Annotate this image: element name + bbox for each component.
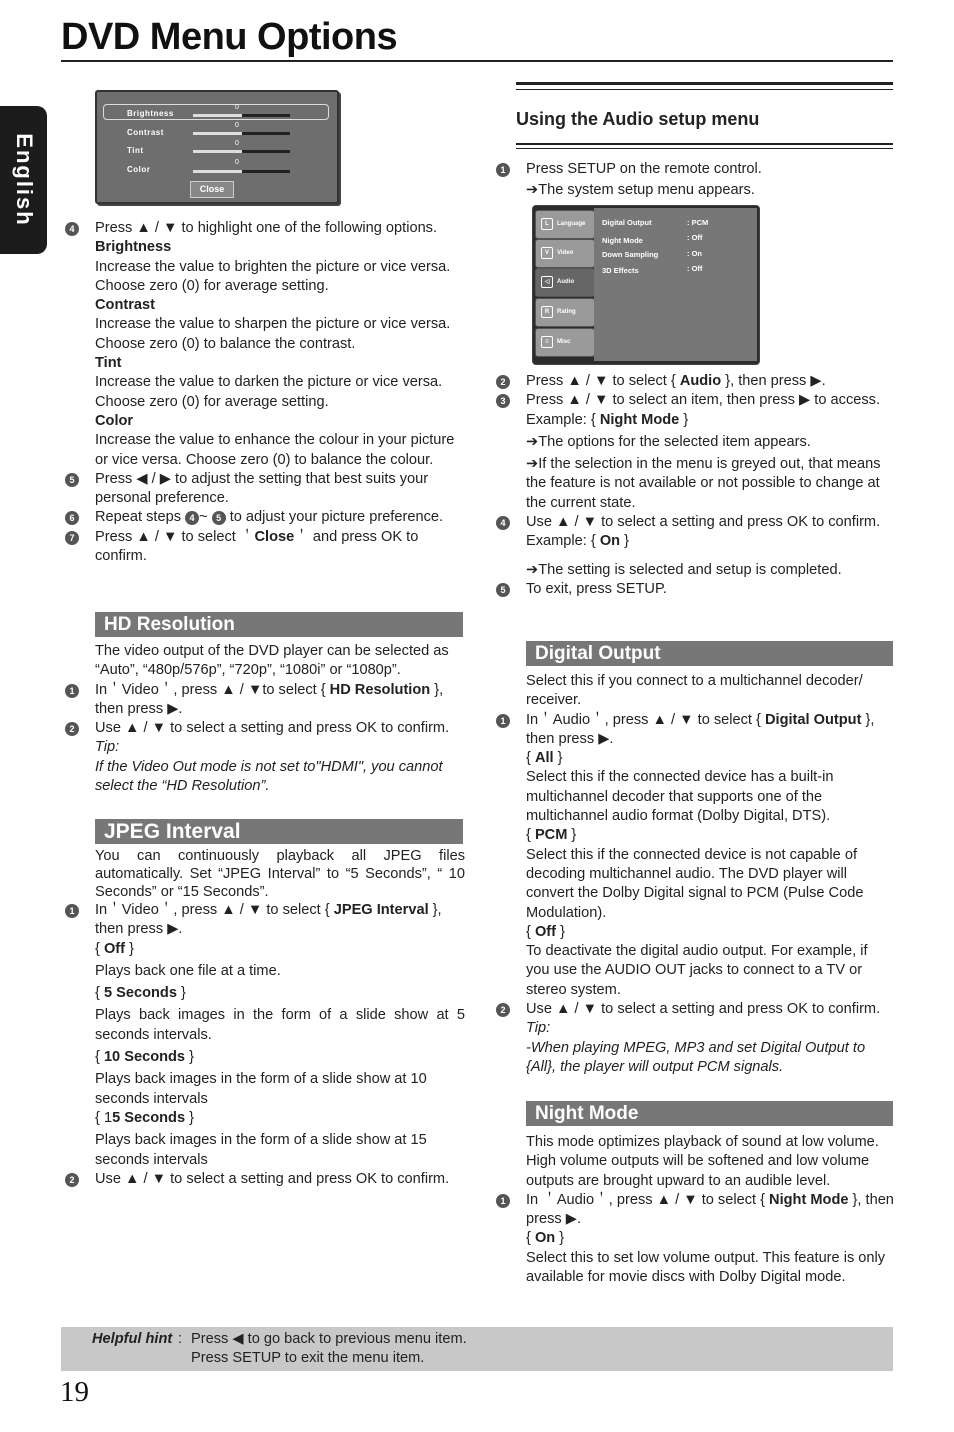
step-6 [69, 508, 465, 527]
step-text: Use ▲ / ▼ to select a setting and press OK to confirm. [95, 720, 450, 737]
option-desc: Plays back images in the form of a slide show at 15 seconds intervals [95, 1132, 427, 1168]
option-desc: Plays back one file at a time. [95, 962, 281, 979]
section-rule [516, 148, 893, 149]
step-text: }, then press ▶. [721, 373, 826, 389]
section-rule [516, 89, 893, 90]
example [526, 532, 894, 551]
hd-resolution-heading: HD Resolution [95, 612, 463, 637]
color-value: 0 [235, 159, 239, 166]
step-text: Close [254, 528, 295, 545]
step-number: 4 [65, 222, 79, 236]
helpful-hint-bar [61, 1327, 893, 1371]
step-text: In＇Video＇, press ▲ / ▼ to select { [95, 902, 334, 918]
step-1 [500, 711, 894, 750]
step-4 [69, 219, 465, 238]
example-value: On [599, 533, 621, 550]
contrast-slider[interactable] [193, 132, 290, 135]
step-number: 2 [65, 722, 79, 736]
step-text: In＇Audio＇, press ▲ / ▼ to select { [526, 711, 765, 728]
step-number: 5 [65, 473, 79, 487]
color-desc: Increase the value to enhance the colour in your picture or vice versa. Choose zero (0) to balance the colour. [95, 432, 455, 468]
step-ref: 5 [212, 511, 226, 525]
step-number: 1 [496, 714, 510, 728]
contrast-desc: Increase the value to sharpen the picture or vice versa. Choose zero (0) to balance the contrast. [95, 316, 451, 352]
video-icon: V [541, 247, 553, 259]
step-1 [500, 1191, 894, 1230]
step-text: Press ▲ / ▼ to highlight one of the following options. [95, 220, 438, 236]
step-text: In ＇Audio＇, press ▲ / ▼ to select { [526, 1191, 770, 1208]
step-number: 1 [65, 904, 79, 918]
digital-intro: Select this if you connect to a multichannel decoder/ receiver. [526, 673, 863, 709]
tip-label: Tip: [95, 739, 120, 756]
step-text: Audio [679, 373, 722, 389]
brightness-value: 0 [235, 104, 239, 111]
example-text: } [679, 411, 689, 428]
page-number: 19 [60, 1376, 89, 1408]
night-mode-heading: Night Mode [526, 1101, 893, 1126]
tab-audio[interactable] [535, 268, 595, 297]
option-value: 5 Seconds [112, 1109, 186, 1126]
audio-setup-menu [532, 205, 760, 365]
contrast-value: 0 [235, 122, 239, 129]
section-rule [516, 143, 893, 145]
section-rule [516, 82, 893, 85]
hd-intro: The video output of the DVD player can be selected as “Auto”, “480p/576p”, “720p”, “1080i” or “1080p”. [95, 643, 449, 679]
step-number: 1 [496, 1194, 510, 1208]
close-button[interactable]: Close [190, 181, 234, 198]
tab-label: Audio [557, 279, 574, 285]
option-desc: Select this if the connected device has a built-in multichannel decoder that supports one of the multichannel audio format (Dolby Digital, DTS). [526, 769, 834, 825]
audio-setup-heading: Using the Audio setup menu [516, 109, 760, 129]
step-2 [500, 1000, 894, 1019]
step-number: 2 [496, 375, 510, 389]
step-5 [500, 580, 894, 599]
brightness-slider[interactable] [193, 114, 290, 117]
step-number: 7 [65, 531, 79, 545]
speaker-icon: ◁ [541, 276, 553, 288]
tip-text: -When playing MPEG, MP3 and set Digital Output to {All}, the player will output PCM signals. [526, 1039, 866, 1075]
option-name: { On } [526, 1230, 565, 1247]
step-7 [69, 528, 465, 567]
step-2 [69, 719, 465, 738]
color-slider[interactable] [193, 170, 290, 173]
example [526, 411, 894, 430]
step-text: }, then press ▶. [526, 1191, 894, 1228]
jpeg-intro: You can continuously playback all JPEG files automatically. Set “JPEG Interval” to “5 Seconds”, “ 10 Seconds” or “15 Seconds”. [95, 848, 465, 900]
night-intro: This mode optimizes playback of sound at low volume. High volume outputs will be softened and low volume outputs are brought upward to an audible level. [526, 1134, 879, 1189]
tab-video[interactable] [535, 239, 595, 268]
night-mode-section [500, 1133, 894, 1287]
setting-value: : On [687, 249, 702, 258]
hint-colon: : [178, 1331, 183, 1347]
step-result: ➔If the selection in the menu is greyed out, that means the feature is not available or not possible to change at the current state. [526, 456, 881, 511]
option-desc: To deactivate the digital audio output. For example, if you use the AUDIO OUT jacks to connect to a TV or stereo system. [526, 943, 868, 998]
option-name: { 10 Seconds } [95, 1049, 194, 1066]
step-number: 2 [496, 1003, 510, 1017]
tab-misc[interactable] [535, 328, 595, 357]
option-name: { All } [526, 750, 563, 767]
step-number: 2 [65, 1173, 79, 1187]
hint-line-1: Press ◀ to go back to previous menu item. [191, 1331, 467, 1347]
option-value: Off [534, 923, 557, 940]
title-rule [61, 60, 893, 62]
jpeg-interval-heading: JPEG Interval [95, 819, 463, 844]
step-2 [500, 372, 894, 391]
tab-label: Rating [557, 309, 576, 315]
step-text: Press ▲ / ▼ to select an item, then press ▶ to access. [526, 392, 881, 409]
step-number: 1 [496, 163, 510, 177]
color-heading: Color [95, 412, 134, 429]
step-text: }, then press ▶. [95, 681, 444, 717]
digital-output-heading: Digital Output [526, 641, 893, 666]
hint-line-2: Press SETUP to exit the menu item. [191, 1350, 425, 1366]
step-text: Use ▲ / ▼ to select a setting and press OK to confirm. [95, 1170, 450, 1187]
step-text: Use ▲ / ▼ to select a setting and press OK to confirm. [526, 1001, 881, 1018]
tint-heading: Tint [95, 355, 122, 372]
step-5 [69, 470, 465, 509]
hd-resolution-section [69, 642, 465, 796]
step-number: 5 [496, 583, 510, 597]
step-number: 1 [65, 684, 79, 698]
option-value: 1 [103, 1109, 113, 1126]
option-name: { Off } [526, 923, 565, 940]
option-name: { PCM } [526, 827, 577, 844]
setting-label[interactable]: Night Mode [602, 236, 643, 245]
step-4 [500, 513, 894, 532]
tab-rating[interactable] [535, 298, 595, 327]
setting-value: : PCM [687, 218, 709, 227]
option-desc: Select this if the connected device is not capable of decoding multichannel audio. The DVD player will convert the Dolby Digital signal to PCM (Pulse Code Modulation). [526, 846, 864, 921]
example-value: Night Mode [599, 411, 680, 428]
tab-label: Video [557, 250, 574, 256]
setting-label[interactable]: Down Sampling [602, 250, 659, 259]
step-number: 4 [496, 516, 510, 530]
option-desc: Plays back images in the form of a slide show at 5 seconds intervals. [95, 1007, 465, 1043]
option-desc: Select this to set low volume output. This feature is only available for movie discs with Dolby Digital mode. [526, 1249, 886, 1286]
step-text: Press ▲ / ▼ to select ＇ [95, 528, 255, 545]
step-number: 6 [65, 511, 79, 525]
setting-value: : Off [687, 264, 703, 273]
tab-label: Language [557, 221, 586, 227]
tab-label: Misc [557, 339, 571, 345]
step-text: to adjust your picture preference. [225, 509, 444, 526]
contrast-heading: Contrast [95, 297, 155, 314]
option-value: PCM [534, 827, 568, 844]
step-1 [69, 901, 465, 940]
audio-steps [500, 372, 894, 599]
example-text: Example: { [526, 533, 600, 550]
example-text: } [620, 533, 630, 550]
step-text: Press ◀ / ▶ to adjust the setting that best suits your personal preference. [95, 470, 429, 507]
page-title: DVD Menu Options [61, 16, 398, 58]
step-result: ➔The system setup menu appears. [526, 182, 755, 199]
step-1 [500, 160, 894, 179]
step-3 [500, 391, 894, 410]
tint-value: 0 [235, 140, 239, 147]
setting-value: : Off [687, 233, 703, 242]
option-value: All [534, 750, 554, 767]
option-value: 10 Seconds [103, 1049, 186, 1066]
brightness-desc: Increase the value to brighten the picture or vice versa. Choose zero (0) for average setting. [95, 258, 451, 294]
tab-language[interactable] [535, 210, 595, 239]
step-ref: 4 [185, 511, 199, 525]
step-text: HD Resolution [329, 681, 431, 698]
document-icon: ≡ [541, 336, 553, 348]
option-value: 5 Seconds [103, 985, 177, 1002]
step-text: }, then press ▶. [526, 711, 875, 747]
tip-label: Tip: [526, 1020, 551, 1037]
option-desc: Plays back images in the form of a slide show at 10 seconds intervals [95, 1071, 427, 1107]
option-name: { 5 Seconds } [95, 985, 186, 1002]
step-text: JPEG Interval [333, 902, 429, 918]
digital-output-section [500, 672, 894, 1077]
option-name: { 15 Seconds } [95, 1109, 194, 1126]
step-text: Press ▲ / ▼ to select { [526, 373, 680, 389]
brightness-label: Brightness [127, 109, 174, 118]
option-value: Off [103, 940, 126, 957]
step-text: Night Mode [769, 1191, 849, 1208]
step-text: Repeat steps [95, 509, 186, 526]
step-1 [69, 681, 465, 720]
jpeg-interval-section [69, 847, 465, 1189]
lock-icon: R [541, 306, 553, 318]
step-text: To exit, press SETUP. [526, 580, 667, 597]
setting-label[interactable]: Digital Output [602, 218, 652, 227]
option-name: { Off } [95, 940, 134, 957]
step-result: ➔The setting is selected and setup is completed. [526, 561, 842, 578]
audio-settings-panel [594, 208, 757, 361]
brightness-heading: Brightness [95, 239, 172, 256]
step-text: In＇Video＇, press ▲ / ▼to select { [95, 681, 330, 698]
tint-slider[interactable] [193, 150, 290, 153]
example-text: Example: { [526, 411, 600, 428]
step-number: 3 [496, 394, 510, 408]
step-result: ➔The options for the selected item appears. [526, 433, 811, 450]
step-text: Use ▲ / ▼ to select a setting and press OK to confirm. [526, 514, 881, 531]
language-tab-label: English [11, 133, 37, 227]
step-2 [69, 1170, 465, 1189]
left-steps [69, 219, 465, 566]
tint-desc: Increase the value to darken the picture or vice versa. Choose zero (0) for average setting. [95, 374, 443, 410]
hint-label: Helpful hint [92, 1331, 173, 1347]
step-text: ＇ and press OK to confirm. [95, 528, 419, 565]
audio-step-1 [500, 160, 894, 201]
contrast-label: Contrast [127, 128, 164, 137]
color-label: Color [127, 165, 151, 174]
step-text: Press SETUP on the remote control. [526, 161, 762, 177]
language-tab [0, 106, 47, 254]
setting-label[interactable]: 3D Effects [602, 266, 639, 275]
step-text: }, then press ▶. [95, 902, 442, 938]
option-value: On [534, 1230, 556, 1247]
tint-label: Tint [127, 146, 144, 155]
picture-settings-menu [95, 90, 339, 204]
step-text: Digital Output [764, 711, 862, 728]
tip-text: If the Video Out mode is not set to"HDMI", you cannot select the “HD Resolution”. [95, 758, 443, 795]
step-text: ~ [199, 509, 212, 526]
language-icon: L [541, 218, 553, 230]
